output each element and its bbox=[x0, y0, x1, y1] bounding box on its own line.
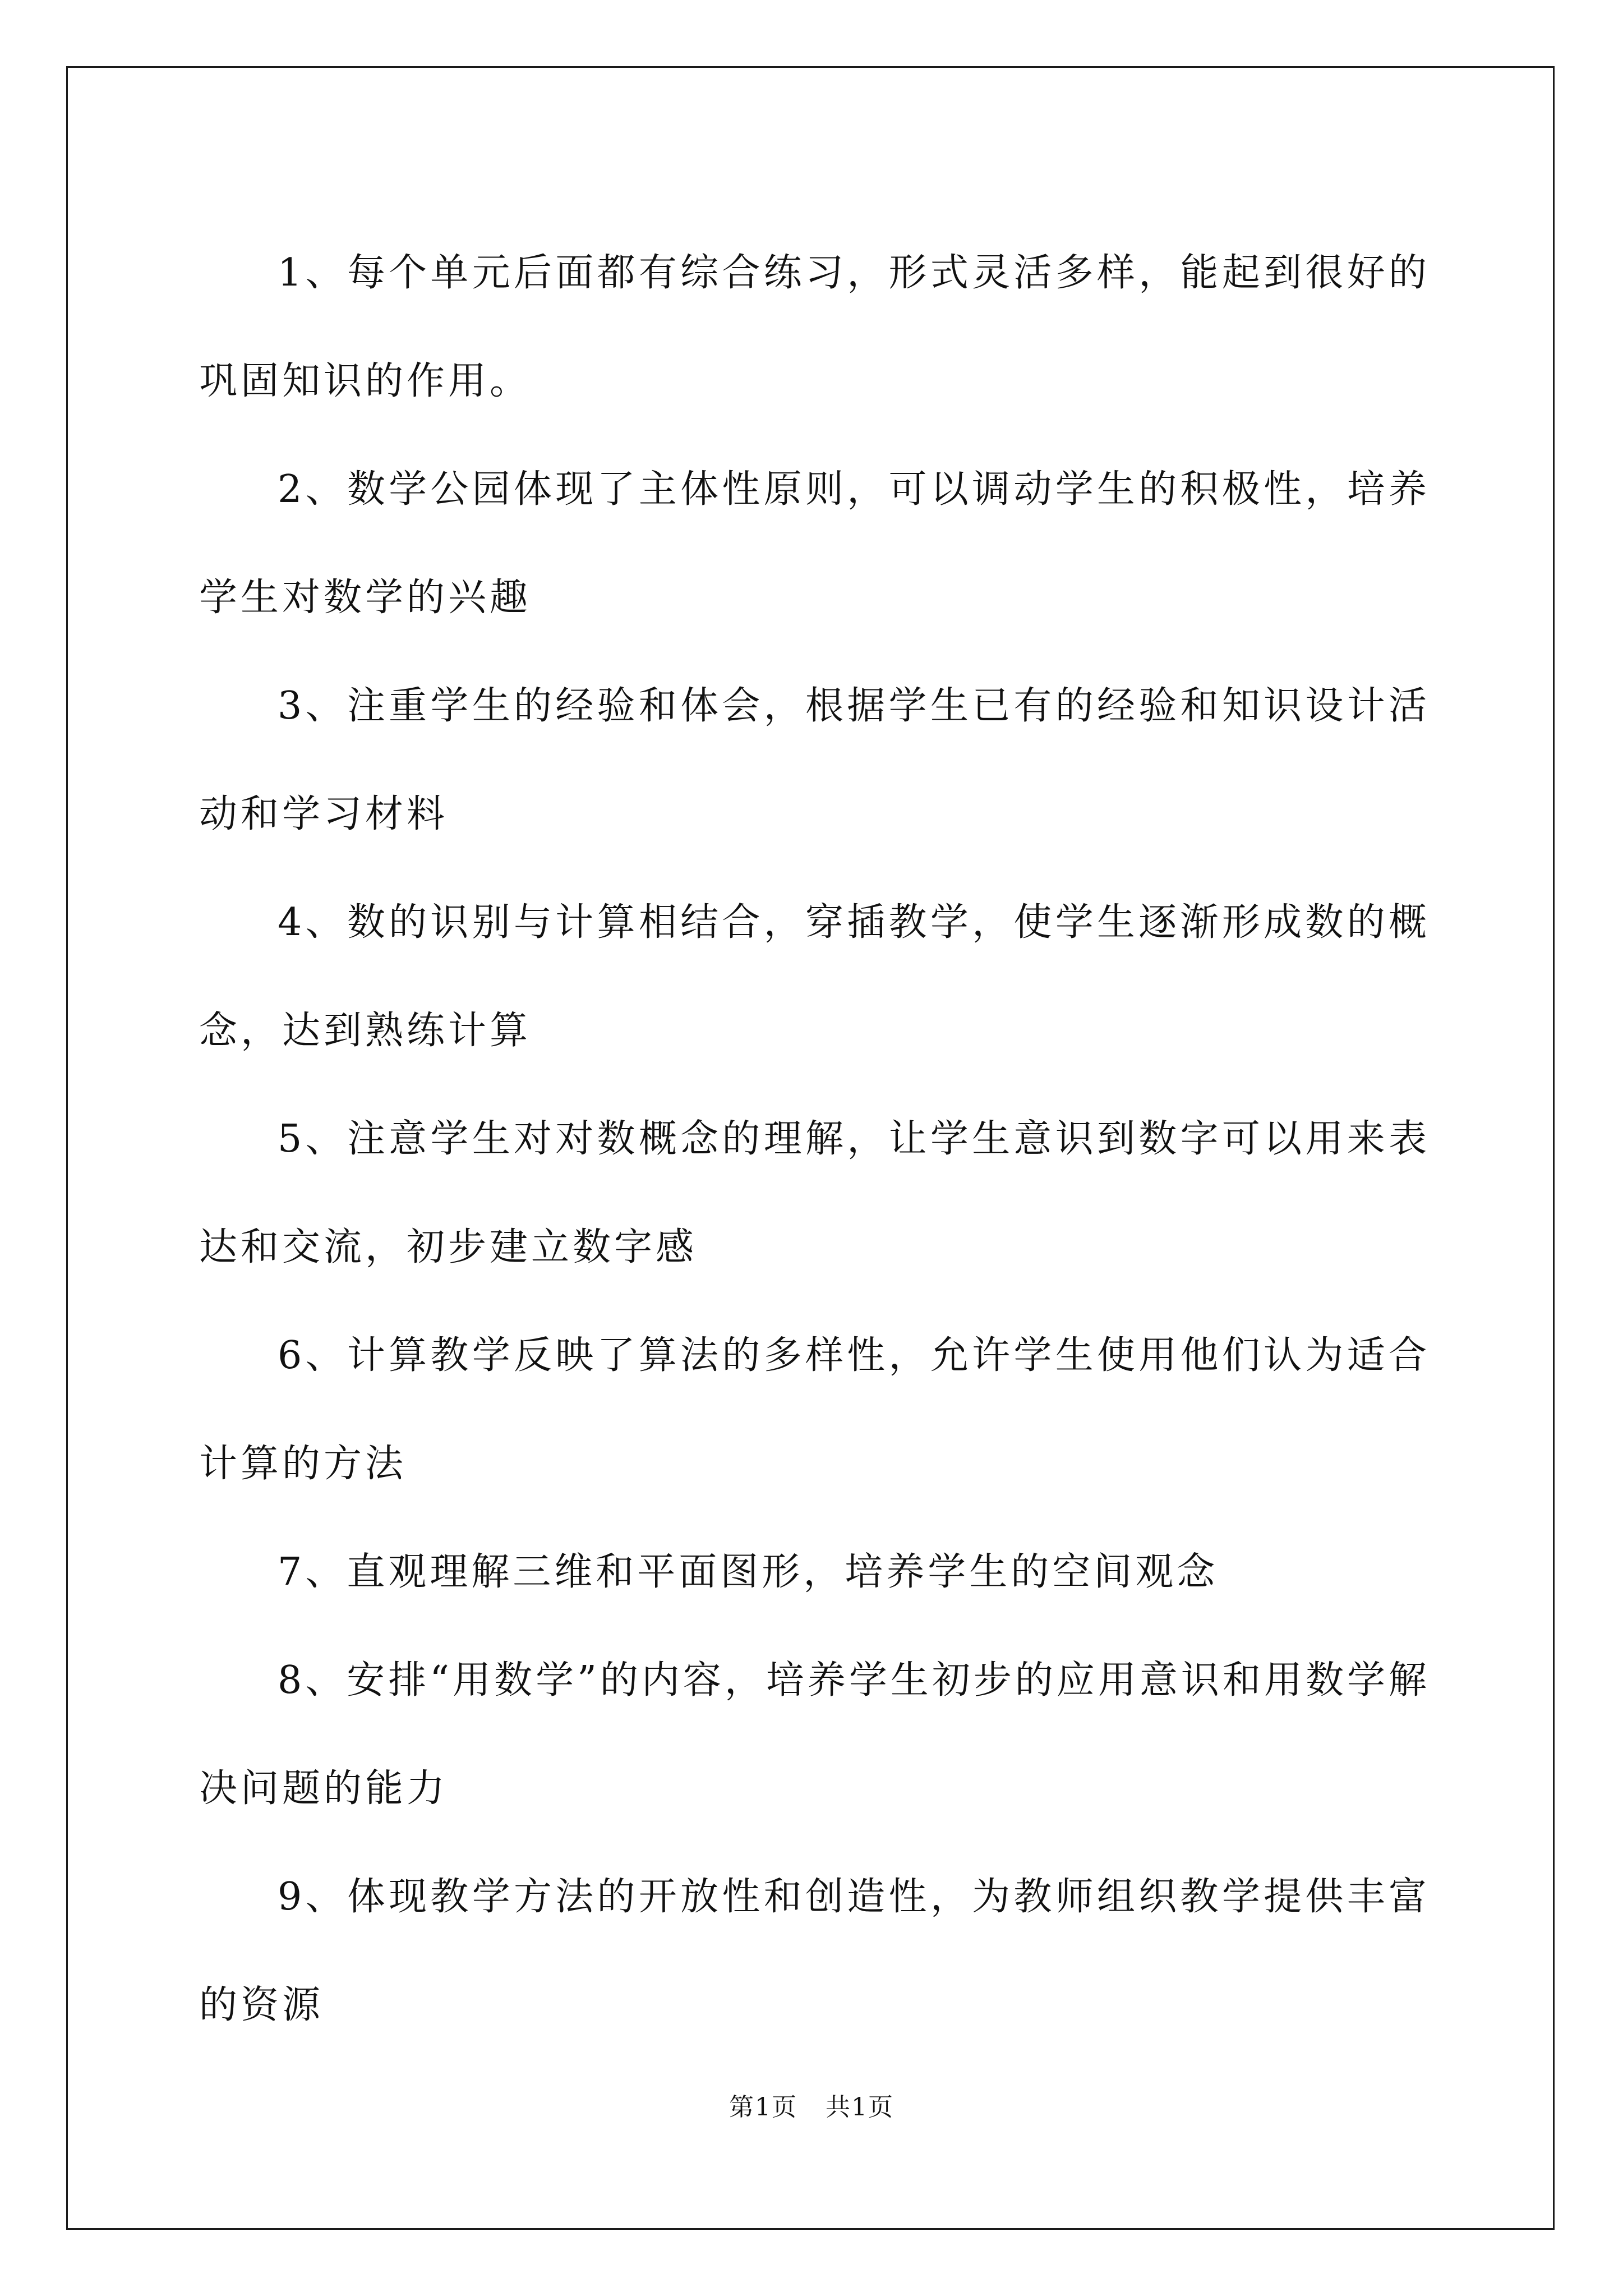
page-number-total: 共1页 bbox=[826, 2093, 894, 2122]
paragraph-7: 7、直观理解三维和平面图形，培养学生的空间观念 bbox=[278, 1550, 1219, 1594]
page-number-current: 第1页 bbox=[729, 2093, 797, 2122]
paragraph-1: 1、每个单元后面都有综合练习，形式灵活多样，能起到很好的巩固知识的作用。 bbox=[199, 251, 1430, 403]
page-footer bbox=[0, 2087, 1623, 2123]
paragraph-5: 5、注意学生对对数概念的理解，让学生意识到数字可以用来表达和交流，初步建立数字感 bbox=[199, 1117, 1430, 1269]
paragraph-9: 9、体现教学方法的开放性和创造性，为教师组织教学提供丰富的资源 bbox=[199, 1875, 1430, 2027]
paragraph-2: 2、数学公园体现了主体性原则，可以调动学生的积极性，培养学生对数学的兴趣 bbox=[199, 467, 1430, 620]
document-body bbox=[199, 219, 1430, 2059]
paragraph-4: 4、数的识别与计算相结合，穿插教学，使学生逐渐形成数的概念，达到熟练计算 bbox=[199, 900, 1430, 1053]
paragraph-3: 3、注重学生的经验和体会，根据学生已有的经验和知识设计活动和学习材料 bbox=[199, 684, 1430, 836]
paragraph-8: 8、安排“用数学”的内容，培养学生初步的应用意识和用数学解决问题的能力 bbox=[199, 1658, 1430, 1811]
paragraph-6: 6、计算教学反映了算法的多样性，允许学生使用他们认为适合计算的方法 bbox=[199, 1333, 1430, 1486]
